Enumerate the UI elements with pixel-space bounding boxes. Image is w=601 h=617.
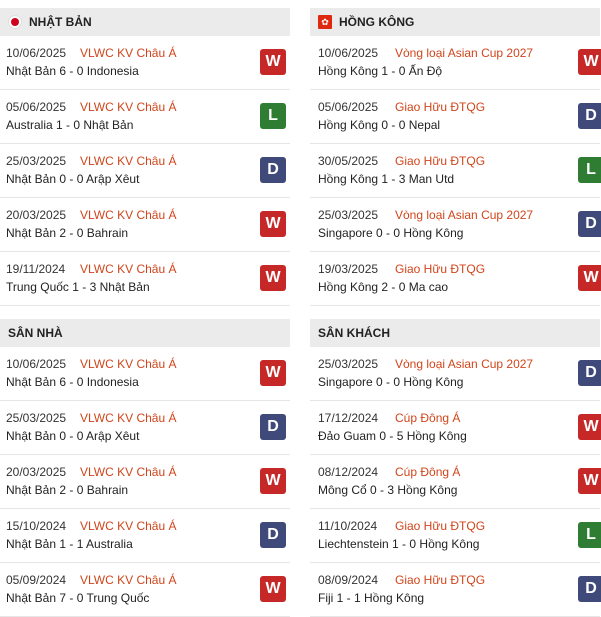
match-list-away: [310, 347, 600, 617]
match-score: Nhật Bản 6 - 0 Indonesia: [6, 64, 139, 78]
hongkong-flag-icon: ✿: [318, 15, 332, 29]
match-row[interactable]: [310, 455, 600, 509]
match-row[interactable]: [310, 401, 600, 455]
match-score: Singapore 0 - 0 Hồng Kông: [318, 226, 464, 240]
match-row[interactable]: [0, 90, 290, 144]
result-badge: W: [578, 468, 601, 494]
section-title: NHẬT BẢN: [29, 15, 92, 29]
match-date: 30/05/2025: [318, 154, 379, 168]
match-date: 19/03/2025: [318, 262, 379, 276]
match-list-hongkong: [310, 36, 600, 306]
match-date: 25/03/2025: [6, 154, 67, 168]
match-score: Liechtenstein 1 - 0 Hồng Kông: [318, 537, 480, 551]
match-row[interactable]: [310, 36, 600, 90]
match-date: 25/03/2025: [318, 357, 379, 371]
competition-link[interactable]: Vòng loại Asian Cup 2027: [395, 46, 534, 60]
match-row[interactable]: [310, 509, 600, 563]
competition-link[interactable]: Vòng loại Asian Cup 2027: [395, 357, 534, 371]
match-score: Singapore 0 - 0 Hồng Kông: [318, 375, 464, 389]
competition-link[interactable]: VLWC KV Châu Á: [80, 519, 177, 533]
competition-link[interactable]: Cúp Đông Á: [395, 411, 461, 425]
competition-link[interactable]: VLWC KV Châu Á: [80, 46, 177, 60]
match-row[interactable]: [0, 347, 290, 401]
section-title: SÂN NHÀ: [8, 326, 63, 340]
section-title: SÂN KHÁCH: [318, 326, 390, 340]
competition-link[interactable]: VLWC KV Châu Á: [80, 411, 177, 425]
competition-link[interactable]: Cúp Đông Á: [395, 465, 461, 479]
match-score: Nhật Bản 2 - 0 Bahrain: [6, 226, 129, 240]
match-date: 25/03/2025: [318, 208, 379, 222]
competition-link[interactable]: Giao Hữu ĐTQG: [395, 573, 486, 587]
competition-link[interactable]: VLWC KV Châu Á: [80, 573, 177, 587]
result-badge: L: [578, 157, 601, 183]
match-date: 19/11/2024: [6, 262, 66, 276]
match-row[interactable]: [0, 252, 290, 306]
match-date: 08/09/2024: [318, 573, 379, 587]
section-header-hongkong: [310, 8, 600, 36]
match-date: 05/06/2025: [318, 100, 379, 114]
result-badge: D: [260, 414, 286, 440]
match-score: Nhật Bản 1 - 1 Australia: [6, 537, 133, 551]
match-row[interactable]: [0, 455, 290, 509]
match-row[interactable]: [0, 144, 290, 198]
result-badge: D: [578, 360, 601, 386]
competition-link[interactable]: Giao Hữu ĐTQG: [395, 100, 486, 114]
japan-flag-icon: [8, 15, 22, 29]
match-score: Hồng Kông 1 - 0 Ấn Độ: [318, 64, 443, 78]
match-row[interactable]: [0, 401, 290, 455]
competition-link[interactable]: VLWC KV Châu Á: [80, 262, 177, 276]
match-date: 15/10/2024: [6, 519, 67, 533]
left-column: [0, 0, 290, 617]
section-title: HỒNG KÔNG: [339, 15, 415, 29]
result-badge: W: [260, 265, 286, 291]
result-badge: W: [578, 414, 601, 440]
competition-link[interactable]: Vòng loại Asian Cup 2027: [395, 208, 534, 222]
match-score: Nhật Bản 0 - 0 Arập Xêut: [6, 429, 140, 443]
match-row[interactable]: [0, 563, 290, 617]
result-badge: W: [578, 49, 601, 75]
match-row[interactable]: [310, 347, 600, 401]
result-badge: W: [260, 576, 286, 602]
competition-link[interactable]: Giao Hữu ĐTQG: [395, 154, 486, 168]
result-badge: D: [260, 157, 286, 183]
result-badge: W: [260, 360, 286, 386]
result-badge: D: [260, 522, 286, 548]
competition-link[interactable]: Giao Hữu ĐTQG: [395, 262, 486, 276]
match-row[interactable]: [310, 563, 600, 617]
section-header-away: [310, 319, 600, 347]
match-row[interactable]: [0, 198, 290, 252]
competition-link[interactable]: VLWC KV Châu Á: [80, 154, 177, 168]
match-date: 10/06/2025: [6, 357, 67, 371]
competition-link[interactable]: VLWC KV Châu Á: [80, 357, 177, 371]
match-score: Nhật Bản 0 - 0 Arập Xêut: [6, 172, 140, 186]
result-badge: D: [578, 576, 601, 602]
match-score: Trung Quốc 1 - 3 Nhật Bản: [6, 280, 150, 294]
match-score: Hồng Kông 2 - 0 Ma cao: [318, 280, 449, 294]
match-score: Mông Cổ 0 - 3 Hồng Kông: [318, 483, 458, 497]
match-row[interactable]: [0, 36, 290, 90]
match-date: 05/09/2024: [6, 573, 67, 587]
match-date: 10/06/2025: [318, 46, 379, 60]
match-score: Đảo Guam 0 - 5 Hồng Kông: [318, 429, 467, 443]
result-badge: W: [260, 211, 286, 237]
match-list-japan: [0, 36, 290, 306]
match-score: Fiji 1 - 1 Hồng Kông: [318, 591, 425, 605]
match-row[interactable]: [310, 144, 600, 198]
match-date: 08/12/2024: [318, 465, 379, 479]
match-list-home: [0, 347, 290, 617]
match-score: Nhật Bản 7 - 0 Trung Quốc: [6, 591, 150, 605]
result-badge: D: [578, 103, 601, 129]
result-badge: W: [260, 468, 286, 494]
match-score: Hồng Kông 0 - 0 Nepal: [318, 118, 441, 132]
match-row[interactable]: [310, 90, 600, 144]
match-date: 17/12/2024: [318, 411, 379, 425]
match-date: 20/03/2025: [6, 465, 67, 479]
match-score: Hồng Kông 1 - 3 Man Utd: [318, 172, 455, 186]
result-badge: L: [578, 522, 601, 548]
competition-link[interactable]: Giao Hữu ĐTQG: [395, 519, 486, 533]
result-badge: D: [578, 211, 601, 237]
match-date: 05/06/2025: [6, 100, 67, 114]
match-row[interactable]: [310, 252, 600, 306]
section-header-home: [0, 319, 290, 347]
right-column: [310, 0, 600, 617]
match-row[interactable]: [310, 198, 600, 252]
section-header-japan: [0, 8, 290, 36]
match-score: Australia 1 - 0 Nhật Bản: [6, 118, 134, 132]
match-date: 25/03/2025: [6, 411, 67, 425]
match-date: 20/03/2025: [6, 208, 67, 222]
competition-link[interactable]: VLWC KV Châu Á: [80, 465, 177, 479]
competition-link[interactable]: VLWC KV Châu Á: [80, 208, 177, 222]
match-date: 11/10/2024: [318, 519, 378, 533]
result-badge: L: [260, 103, 286, 129]
competition-link[interactable]: VLWC KV Châu Á: [80, 100, 177, 114]
match-score: Nhật Bản 6 - 0 Indonesia: [6, 375, 139, 389]
result-badge: W: [260, 49, 286, 75]
match-date: 10/06/2025: [6, 46, 67, 60]
match-score: Nhật Bản 2 - 0 Bahrain: [6, 483, 129, 497]
match-row[interactable]: [0, 509, 290, 563]
result-badge: W: [578, 265, 601, 291]
